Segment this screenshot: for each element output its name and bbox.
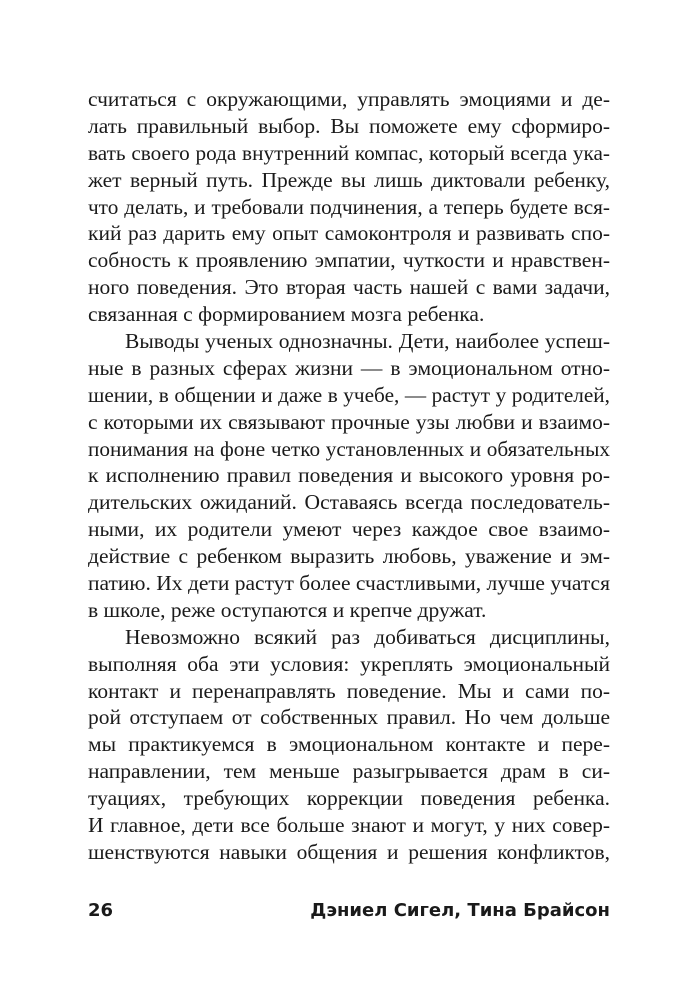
text-line: считаться с окружающими, управлять эмоциями и де-	[88, 87, 610, 111]
text-line: в школе, реже оступаются и крепче дружат.	[88, 597, 487, 622]
text-line: кий раз дарить ему опыт самоконтроля и развивать спо-	[88, 221, 610, 246]
body-text	[88, 86, 610, 866]
text-line: направлении, тем меньше разыгрывается драм в си-	[88, 759, 610, 784]
text-line: выполняя оба эти условия: укреплять эмоциональный	[88, 651, 610, 676]
text-line: ные в разных сферах жизни — в эмоциональном отно-	[88, 355, 610, 380]
text-line: к исполнению правил поведения и высокого уровня ро-	[88, 463, 610, 488]
text-line: патию. Их дети растут более счастливыми, лучше учатся	[88, 571, 610, 596]
paragraph-1	[88, 86, 610, 328]
text-line: жет верный путь. Прежде вы лишь диктовали ребенку,	[88, 167, 610, 192]
text-line: рой отступаем от собственных правил. Но чем дольше	[88, 705, 610, 730]
text-line: что делать, и требовали подчинения, а теперь будете вся-	[88, 194, 610, 219]
text-line: действие с ребенком выразить любовь, уважение и эм-	[88, 544, 610, 569]
text-line: понимания на фоне четко установленных и обязательных	[88, 436, 610, 461]
text-line: И главное, дети все больше знают и могут, у них совер-	[88, 813, 610, 838]
text-line: Невозможно всякий раз добиваться дисциплины,	[125, 624, 610, 649]
text-line: ными, их родители умеют через каждое свое взаимо-	[88, 517, 610, 542]
text-line: собность к проявлению эмпатии, чуткости и нравствен-	[88, 248, 610, 273]
text-line: ного поведения. Это вторая часть нашей с вами задачи,	[88, 275, 610, 300]
text-line: туациях, требующих коррекции поведения ребенка.	[88, 786, 610, 811]
text-line: связанная с формированием мозга ребенка.	[88, 302, 485, 327]
text-line: шении, в общении и даже в учебе, — растут у родителей,	[88, 382, 610, 407]
text-line: мы практикуемся в эмоциональном контакте и пере-	[88, 732, 610, 757]
text-line: Выводы ученых однозначны. Дети, наиболее успеш-	[125, 329, 610, 354]
page-number: 26	[88, 900, 114, 921]
text-line: шенствуются навыки общения и решения конфликтов,	[88, 839, 610, 864]
text-line: вать своего рода внутренний компас, который всегда ука-	[88, 140, 610, 165]
paragraph-2	[88, 328, 610, 624]
text-line: контакт и перенаправлять поведение. Мы и сами по-	[88, 678, 610, 703]
text-line: с которыми их связывают прочные узы любви и взаимо-	[88, 409, 610, 434]
text-line: дительских ожиданий. Оставаясь всегда последователь-	[88, 490, 610, 515]
text-line: лать правильный выбор. Вы поможете ему сформиро-	[88, 113, 610, 138]
page-footer	[88, 900, 610, 924]
paragraph-3	[88, 624, 610, 866]
running-footer-authors: Дэниел Сигел, Тина Брайсон	[310, 900, 610, 921]
